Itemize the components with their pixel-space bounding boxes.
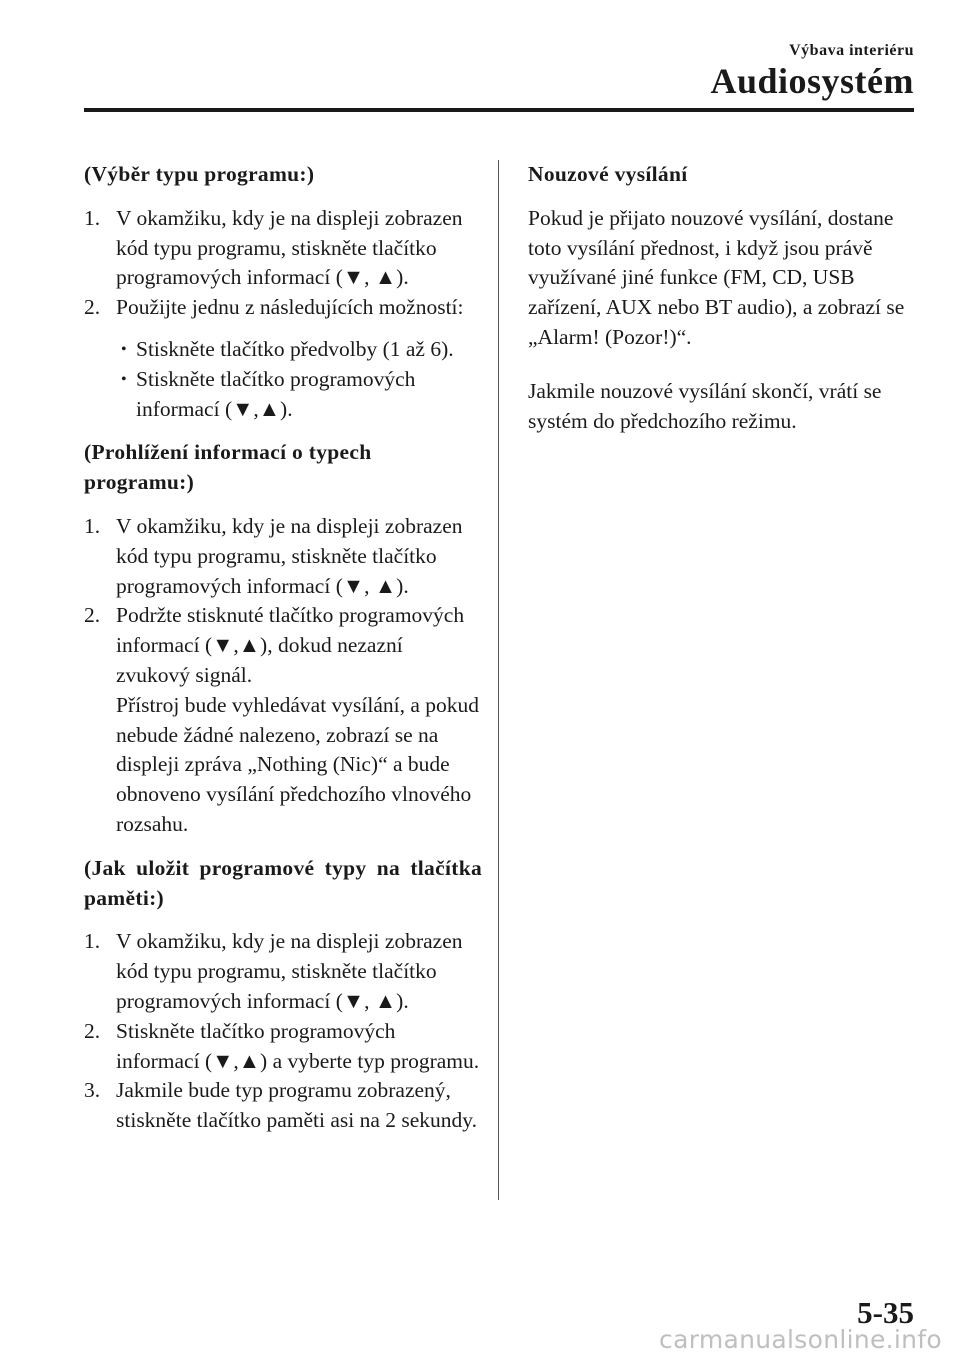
step-text: Stiskněte tlačítko programových informací (▼,▲) a vyberte typ programu. (116, 1018, 480, 1073)
heading-select-type: (Výběr typu programu:) (84, 162, 315, 186)
bullet-icon: • (121, 340, 127, 358)
step-number: 1. (84, 929, 101, 954)
heading-line: programu:) (84, 470, 195, 495)
list-item (116, 365, 482, 425)
step-text: V okamžiku, kdy je na displeji zobrazen kód typu programu, stiskněte tlačítko programových informací (▼, ▲). (116, 929, 463, 1013)
page-title: Audiosystém (710, 61, 914, 101)
step-text: V okamžiku, kdy je na displeji zobrazen kód typu programu, stiskněte tlačítko programových informací (▼, ▲). (116, 205, 463, 290)
step-text: Podržte stisknuté tlačítko programových informací (▼,▲), dokud nezazní zvukový signál. (116, 603, 465, 687)
list-item (84, 927, 482, 1016)
list-item (84, 293, 482, 424)
list-item (84, 204, 482, 293)
step-number: 2. (84, 295, 101, 320)
header-rule (84, 108, 914, 112)
emergency-paragraph: Pokud je přijato nouzové vysílání, dostane toto vysílání přednost, i když jsou právě využívané jiné funkce (FM, CD, USB zařízení, AUX nebo BT audio), a zobrazí se „Alarm! (Pozor!)“. (528, 205, 905, 349)
list-item (84, 512, 482, 601)
bullet-icon: • (121, 370, 127, 388)
heading-browse-info (84, 438, 482, 498)
heading-line: paměti:) (84, 885, 165, 910)
section-label: Výbava interiéru (789, 42, 914, 59)
step-number: 2. (84, 603, 101, 628)
step-text: Jakmile bude typ programu zobrazený, stiskněte tlačítko paměti asi na 2 sekundy. (116, 1078, 478, 1133)
bullet-text: Stiskněte tlačítko předvolby (1 až 6). (136, 336, 454, 361)
step-text: Použijte jednu z následujících možností: (116, 295, 464, 320)
step-text: V okamžiku, kdy je na displeji zobrazen kód typu programu, stiskněte tlačítko programových informací (▼, ▲). (116, 513, 463, 598)
bullet-text: Stiskněte tlačítko programových informací (▼,▲). (136, 366, 416, 421)
column-divider (498, 160, 499, 1200)
list-item (84, 1017, 482, 1077)
list-item (84, 601, 482, 839)
heading-emergency: Nouzové vysílání (528, 162, 688, 186)
steps-save-memory (84, 927, 482, 1136)
list-item (116, 335, 482, 365)
right-column (528, 160, 920, 436)
step-note: Přístroj bude vyhledávat vysílání, a pokud nebude žádné nalezeno, zobrazí se na displeji zpráva „Nothing (Nic)“ a bude obnoveno vysílání předchozího vlnového rozsahu. (116, 692, 480, 836)
heading-save-memory (84, 854, 482, 914)
list-item (84, 1076, 482, 1136)
steps-browse-info (84, 512, 482, 840)
heading-line: (Jak uložit programové typy na tlačítka (84, 855, 482, 880)
step-number: 2. (84, 1018, 101, 1043)
page-number: 5-35 (857, 1295, 914, 1330)
steps-select-type (84, 204, 482, 425)
heading-line: (Prohlížení informací o typech (84, 440, 372, 465)
step-number: 1. (84, 513, 101, 538)
emergency-end-paragraph: Jakmile nouzové vysílání skončí, vrátí se systém do předchozího režimu. (528, 378, 882, 433)
left-column (84, 160, 482, 1136)
option-list (116, 335, 482, 424)
watermark: carmanualsonline.info (659, 1325, 942, 1354)
step-number: 3. (84, 1078, 101, 1103)
step-number: 1. (84, 205, 101, 230)
